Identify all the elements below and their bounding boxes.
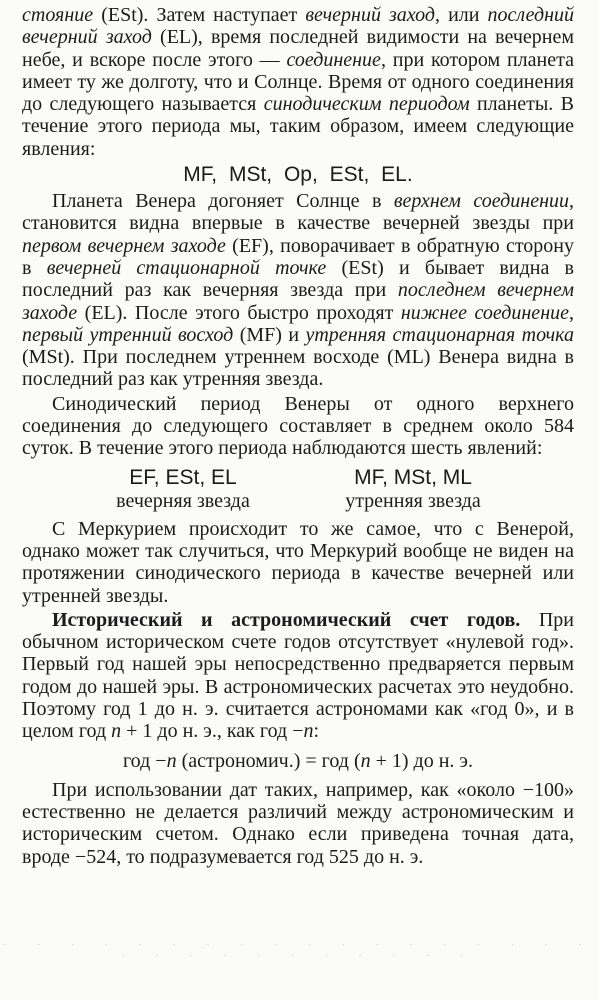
- text-run: (MSt). При последнем утреннем восходе (ML) Венера видна в последний раз как утренняя звезда.: [22, 346, 574, 391]
- paragraph-mercury: С Меркурием происходит то же самое, что с Венерой, однако может так случиться, что Меркурий вообще не виден на протяжении синодического периода в качестве вечерней или утренней звезды.: [22, 517, 574, 607]
- text-run: год −: [122, 749, 167, 772]
- scan-noise-divider: · · · · · · · · · · · · · · · · · · · · · · · · · · · · ·: [3, 940, 596, 962]
- term-synodic-period: синодическим периодом: [263, 93, 470, 116]
- term-evening-setting: вечерний заход: [305, 4, 436, 26]
- text-run: При обычном историческом счете годов отсутствует «нулевой год». Первый год нашей эры непосредственно предваряется первым годом до нашей эры. В астрономических расчетах это неудобно. Поэтому год 1 до н. э. считается астрономами как «год 0», и в целом год: [22, 608, 574, 743]
- term-inferior-conjunction: нижнее соединение: [400, 301, 569, 324]
- morning-column: [298, 466, 528, 512]
- variable-n: n: [166, 749, 177, 772]
- morning-label: утренняя звезда: [345, 489, 481, 512]
- text-run: + 1) до н. э.: [370, 749, 474, 772]
- text-run: (ESt). Затем наступает: [93, 4, 306, 26]
- section-heading: Исторический и астрономический счет годов.: [52, 608, 521, 631]
- text-run: + 1 до н. э., как год −: [121, 720, 304, 743]
- term-first-evening-setting: первом вечернем заходе: [22, 234, 226, 257]
- term-evening-stationary-point: вечерней стационарной точке: [46, 256, 327, 279]
- term-last-evening-setting: последнем вечернем заходе: [22, 279, 574, 324]
- paragraph-year-count: [22, 609, 574, 743]
- term-stationary: стояние: [22, 4, 94, 26]
- phenomena-table: [22, 466, 574, 512]
- evening-column: [68, 466, 298, 512]
- text-run: , при котором планета имеет ту же долготу, что и Солнце. Время от одного соединения до следующего называется: [22, 48, 574, 116]
- term-morning-stationary-point: утренняя стационарная точка: [305, 323, 574, 346]
- text-run: , становится видна впервые в качестве вечерней звезды при: [22, 190, 574, 235]
- variable-n: n: [303, 720, 314, 743]
- text-run: Планета Венера догоняет Солнце в: [52, 190, 394, 213]
- term-superior-conjunction: верхнем соединении: [393, 190, 569, 213]
- paragraph-synodic-venus: Синодический период Венеры от одного верхнего соединения до следующего составляет в среднем около 584 суток. В течение этого периода наблюдаются шесть явлений:: [22, 392, 574, 460]
- morning-symbols: MF, MSt, ML: [354, 465, 472, 489]
- variable-n: n: [360, 749, 371, 772]
- evening-label: вечерняя звезда: [116, 489, 250, 512]
- term-conjunction: соединение: [286, 48, 381, 71]
- text-column: [22, 4, 574, 868]
- paragraph-dates: При использовании дат таких, например, как «около −100» естественно не делается различий между астрономическим и историческим счетом. Однако если приведена точная дата, вроде −524, то подразумевается год 525 до н. э.: [22, 778, 574, 868]
- text-run: , или: [435, 4, 488, 26]
- text-run: (астрономич.) = год (: [176, 749, 361, 772]
- phenomena-sequence: MF, MSt, Op, ESt, EL.: [183, 163, 413, 187]
- text-run: планеты. В течение этого периода мы, таким образом, имеем следующие явления:: [22, 93, 574, 160]
- term-first-morning-rising: первый утренний восход: [22, 323, 234, 346]
- evening-symbols: EF, ESt, EL: [129, 465, 237, 489]
- term-last-evening-setting: последний вечерний заход: [22, 4, 575, 49]
- variable-n: n: [111, 720, 122, 743]
- text-run: :: [313, 720, 320, 743]
- paragraph-conjunction: [22, 4, 574, 160]
- paragraph-venus: [22, 190, 574, 391]
- text-run: (EL), время последней видимости на вечернем небе, и вскоре после этого —: [22, 26, 574, 71]
- text-run: (EL). После этого быстро проходят: [77, 301, 401, 324]
- text-run: (MF) и: [233, 323, 306, 346]
- text-run: (ESt) и бывает видна в последний раз как вечерняя звезда при: [22, 256, 574, 302]
- text-run: ,: [569, 301, 574, 324]
- year-formula: [22, 749, 574, 773]
- text-run: (EF), поворачивает в обратную сторону в: [22, 234, 575, 279]
